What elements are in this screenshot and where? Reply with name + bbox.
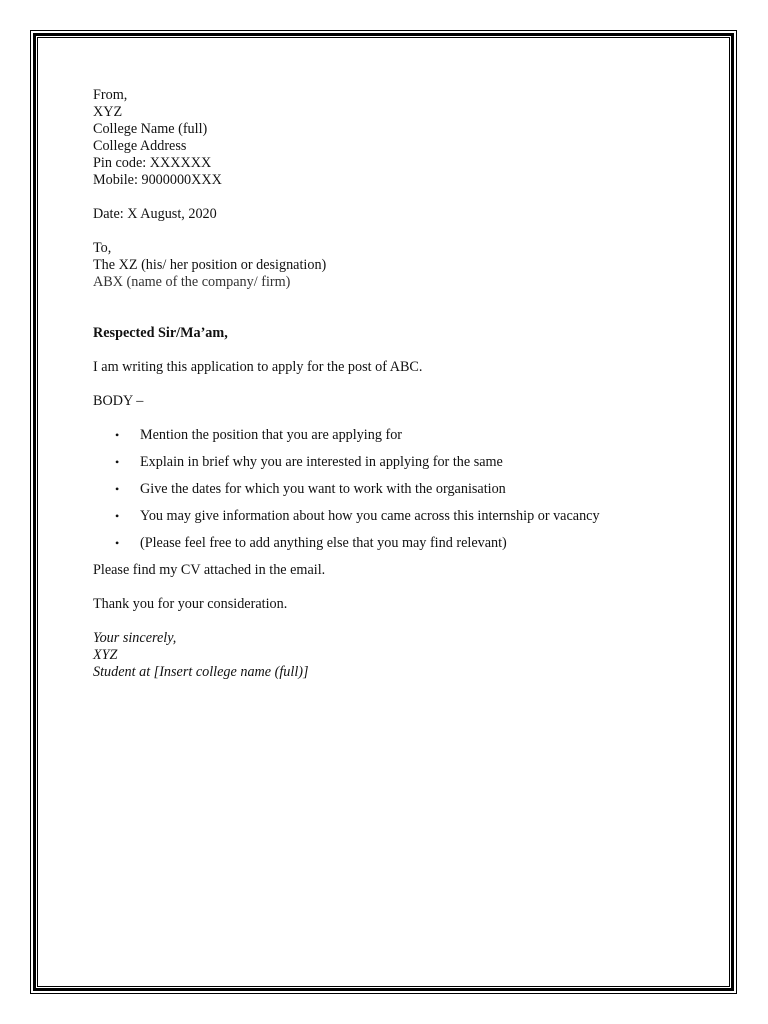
body-bullet-list bbox=[93, 427, 693, 552]
bullet-text: (Please feel free to add anything else that you may find relevant) bbox=[140, 535, 507, 551]
bullet-item bbox=[93, 535, 693, 552]
sender-pincode: Pin code: XXXXXX bbox=[93, 155, 212, 171]
letter-date: Date: X August, 2020 bbox=[93, 206, 217, 222]
intro-paragraph: I am writing this application to apply for the post of ABC. bbox=[93, 359, 423, 375]
sender-block bbox=[93, 87, 693, 189]
bullet-item bbox=[93, 454, 693, 471]
bullet-icon: • bbox=[115, 428, 120, 442]
bullet-icon: • bbox=[115, 509, 120, 523]
bullet-text: You may give information about how you came across this internship or vacancy bbox=[140, 508, 600, 524]
recipient-block bbox=[93, 240, 693, 291]
letter-content bbox=[93, 87, 693, 681]
signature-name: XYZ bbox=[93, 647, 118, 663]
to-label: To, bbox=[93, 240, 112, 256]
bullet-icon: • bbox=[115, 536, 120, 550]
closing-phrase: Your sincerely, bbox=[93, 630, 177, 646]
salutation: Respected Sir/Ma’am, bbox=[93, 325, 228, 341]
bullet-item bbox=[93, 481, 693, 498]
recipient-company: ABX (name of the company/ firm) bbox=[93, 274, 291, 290]
sender-address: College Address bbox=[93, 138, 187, 154]
bullet-item bbox=[93, 427, 693, 444]
from-label: From, bbox=[93, 87, 128, 103]
recipient-designation: The XZ (his/ her position or designation) bbox=[93, 257, 327, 273]
body-heading: BODY – bbox=[93, 393, 144, 409]
closing-block bbox=[93, 630, 693, 681]
bullet-text: Give the dates for which you want to work with the organisation bbox=[140, 481, 506, 497]
sender-mobile: Mobile: 9000000XXX bbox=[93, 172, 222, 188]
bullet-icon: • bbox=[115, 455, 120, 469]
cv-note: Please find my CV attached in the email. bbox=[93, 562, 326, 578]
bullet-item bbox=[93, 508, 693, 525]
bullet-icon: • bbox=[115, 482, 120, 496]
bullet-text: Mention the position that you are applying for bbox=[140, 427, 403, 443]
thanks-line: Thank you for your consideration. bbox=[93, 596, 288, 612]
sender-college: College Name (full) bbox=[93, 121, 208, 137]
signature-title: Student at [Insert college name (full)] bbox=[93, 664, 309, 680]
sender-name: XYZ bbox=[93, 104, 123, 120]
bullet-text: Explain in brief why you are interested in applying for the same bbox=[140, 454, 503, 470]
